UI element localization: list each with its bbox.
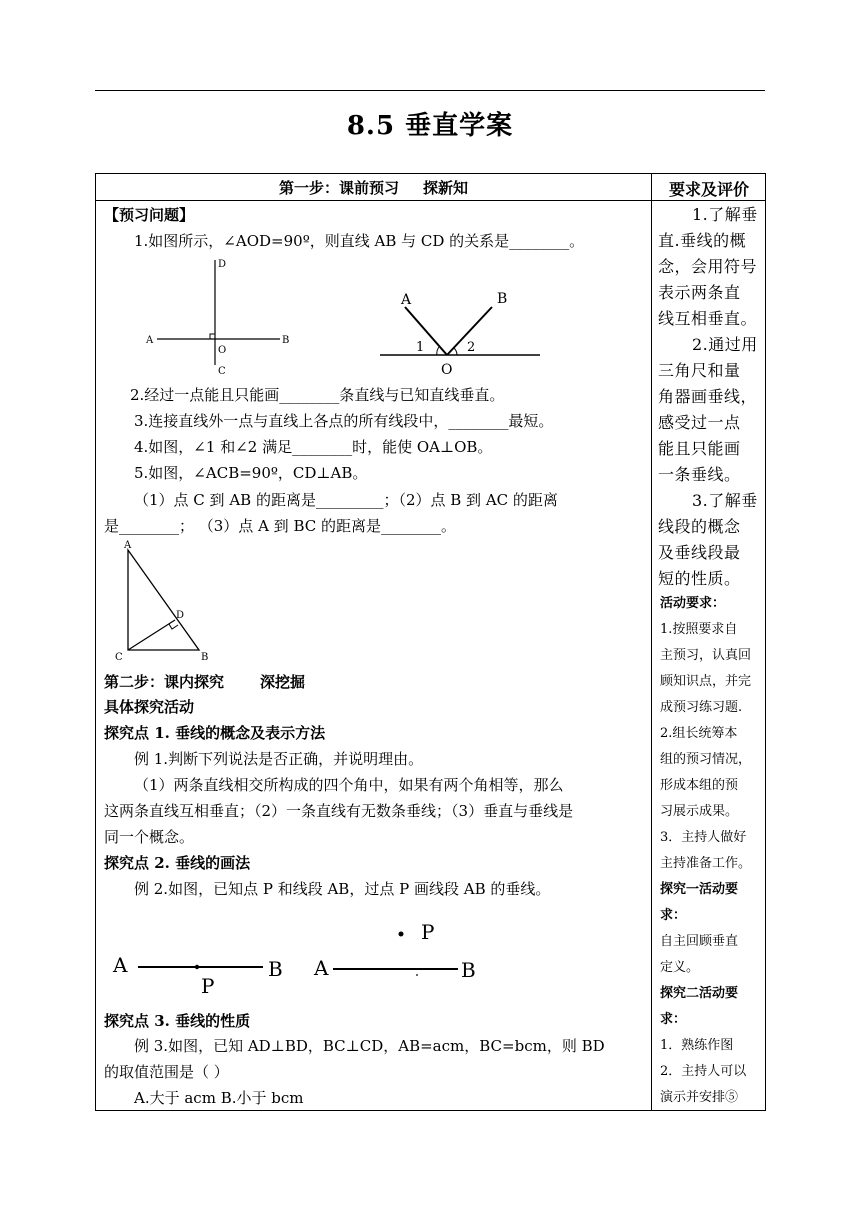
question-5-part-2: 是________； （3）点 A 到 BC 的距离是________。 (104, 517, 456, 535)
side-activity-line: 2.组长统筹本 (660, 726, 738, 741)
altitude-cd (128, 620, 175, 650)
question-5-part-1: （1）点 C 到 AB 的距离是_________；（2）点 B 到 AC 的距离 (134, 491, 558, 509)
side-goal-1-line: 1.了解垂 (692, 205, 758, 224)
requirements-header: 要求及评价 (668, 180, 749, 199)
label-c: C (115, 652, 123, 663)
side-task-1-title: 探究一活动要 (660, 882, 739, 897)
side-goal-1-line: 表示两条直 (658, 283, 741, 302)
side-goal-2-line: 2.通过用 (692, 335, 758, 354)
label-o: O (441, 362, 453, 378)
step2-heading (104, 672, 305, 692)
question-4: 4.如图，∠1 和∠2 满足________时，能使 OA⊥OB。 (134, 438, 493, 456)
side-goal-3-line: 3.了解垂 (692, 491, 758, 510)
side-goal-3-line: 及垂线段最 (658, 543, 741, 562)
side-task-1-title: 求： (660, 908, 687, 923)
example-3-line-2: 的取值范围是（ ） (104, 1063, 229, 1081)
side-task-2-title: 求： (660, 1012, 687, 1027)
label-a: A (146, 335, 154, 346)
activity-heading: 具体探究活动 (104, 698, 195, 716)
side-goal-1-line: 直.垂线的概 (658, 231, 747, 250)
step1-subtitle: 探新知 (423, 179, 469, 197)
example-3-line-1: 例 3.如图，已知 AD⊥BD，BC⊥CD，AB=acm，BC=bcm，则 BD (134, 1037, 605, 1055)
triangle-abc (128, 550, 199, 650)
header-row-divider (96, 200, 765, 201)
side-goal-2-line: 感受过一点 (658, 413, 741, 432)
ray-oa (405, 307, 447, 355)
side-activity-line: 组的预习情况， (660, 752, 752, 767)
example-2: 例 2.如图，已知点 P 和线段 AB，过点 P 画线段 AB 的垂线。 (134, 880, 551, 898)
step1-header (96, 177, 651, 198)
label-c: C (218, 366, 226, 377)
label-d: D (218, 259, 227, 270)
point-p (195, 965, 199, 969)
small-dot (416, 974, 418, 976)
example-3-options: A.大于 acm B.小于 bcm (134, 1089, 304, 1107)
right-angle-mark (210, 334, 215, 339)
side-task-1-line: 定义。 (660, 960, 700, 975)
question-5: 5.如图，∠ACB=90º，CD⊥AB。 (134, 464, 368, 482)
side-goal-1-line: 线互相垂直。 (658, 309, 758, 328)
side-goal-3-line: 短的性质。 (658, 569, 741, 588)
side-task-2-line: 演示并安排⑤ (660, 1090, 739, 1105)
example-1-line-3: 同一个概念。 (104, 828, 195, 846)
side-goal-2-line: 能且只能画 (658, 439, 741, 458)
preview-heading: 【预习问题】 (104, 206, 195, 224)
label-p: P (201, 974, 215, 998)
step2-title: 第二步：课内探究 (104, 673, 225, 691)
figure-right-triangle (112, 538, 222, 666)
example-1-line-2: 这两条直线互相垂直；（2）一条直线有无数条垂线；（3）垂直与垂线是 (104, 802, 574, 820)
label-b: B (268, 957, 283, 981)
point-p (399, 932, 404, 937)
step2-subtitle: 深挖掘 (260, 673, 306, 691)
label-o: O (218, 345, 227, 356)
step1-title: 第一步：课前预习 (278, 179, 399, 197)
side-task-2-title: 探究二活动要 (660, 986, 739, 1001)
label-b: B (201, 652, 209, 663)
side-activity-line: 主持准备工作。 (660, 856, 752, 871)
label-angle-2: 2 (467, 340, 476, 355)
question-3: 3.连接直线外一点与直线上各点的所有线段中，________最短。 (134, 412, 554, 430)
figure-angles-1-2 (375, 285, 550, 380)
side-activity-line: 成预习练习题. (660, 700, 743, 715)
label-a: A (314, 956, 329, 980)
label-angle-1: 1 (416, 340, 425, 355)
side-goal-2-line: 一条垂线。 (658, 465, 741, 484)
angle-1-arc (437, 347, 439, 355)
side-activity-line: 习展示成果。 (660, 804, 739, 819)
side-goal-2-line: 角器画垂线， (658, 387, 758, 406)
side-goal-1-line: 念，会用符号 (658, 257, 758, 276)
side-goal-3-line: 线段的概念 (658, 517, 741, 536)
label-a: A (113, 953, 128, 977)
question-2: 2.经过一点能且只能画________条直线与已知直线垂直。 (130, 386, 505, 404)
question-1: 1.如图所示，∠AOD=90º，则直线 AB 与 CD 的关系是________。 (134, 232, 585, 250)
header-rule (95, 90, 765, 91)
right-angle-mark-d (169, 624, 178, 629)
side-activity-line: 1.按照要求自 (660, 622, 738, 637)
label-b: B (282, 335, 290, 346)
side-activity-line: 形成本组的预 (660, 778, 739, 793)
example-1-line-1: （1）两条直线相交所构成的四个角中，如果有两个角相等，那么 (134, 776, 564, 794)
angle-2-arc (454, 348, 457, 355)
side-goal-2-line: 三角尺和量 (658, 361, 741, 380)
figure-perpendicular-lines (140, 255, 300, 380)
side-task-2-line: 1．熟练作图 (660, 1038, 734, 1053)
column-divider (651, 174, 652, 1110)
side-activity-line: 顾知识点，并完 (660, 674, 752, 689)
label-b: B (461, 958, 476, 982)
side-task-1-line: 自主回顾垂直 (660, 934, 739, 949)
point-3-title: 探究点 3. 垂线的性质 (104, 1012, 251, 1030)
point-1-title: 探究点 1. 垂线的概念及表示方法 (104, 724, 326, 742)
label-a: A (401, 292, 412, 308)
label-b: B (497, 291, 508, 307)
label-p: P (421, 920, 435, 944)
side-activity-title: 活动要求： (660, 596, 726, 611)
label-a: A (124, 540, 132, 551)
point-2-title: 探究点 2. 垂线的画法 (104, 854, 251, 872)
side-activity-line: 3．主持人做好 (660, 830, 747, 845)
page-title: 8.5 垂直学案 (346, 111, 514, 141)
figure-point-off-segment (310, 918, 485, 983)
label-d: D (176, 610, 185, 621)
figure-point-on-segment (105, 945, 295, 1000)
side-activity-line: 主预习，认真回 (660, 648, 752, 663)
side-task-2-line: 2．主持人可以 (660, 1064, 747, 1079)
example-1: 例 1.判断下列说法是否正确，并说明理由。 (134, 750, 424, 768)
